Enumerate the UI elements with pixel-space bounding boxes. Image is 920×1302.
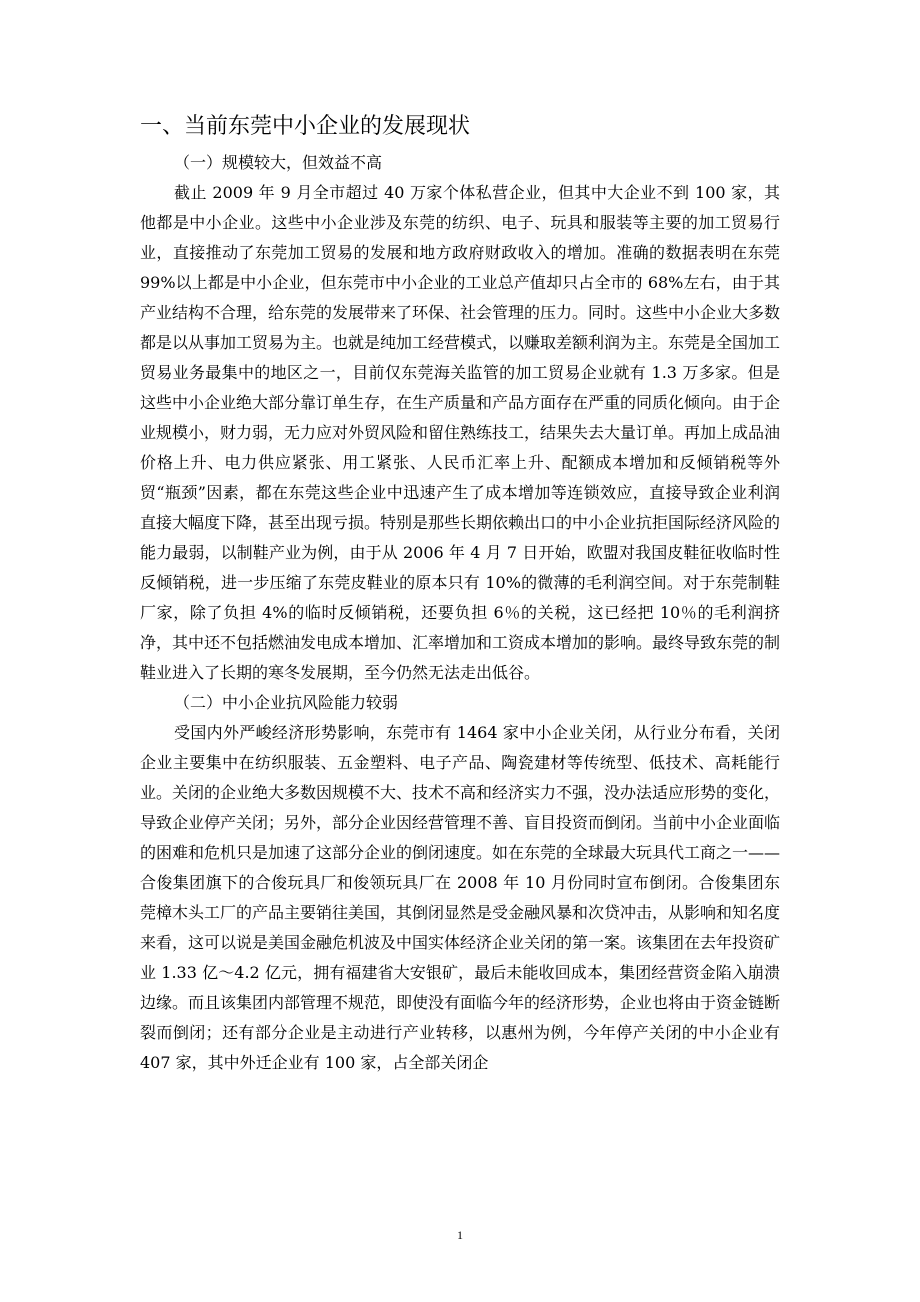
paragraph-scale: 截止 2009 年 9 月全市超过 40 万家个体私营企业，但其中大企业不到 100 家，其他都是中小企业。这些中小企业涉及东莞的纺织、电子、玩具和服装等主要的加工贸易行业，直接推动了东莞加工贸易的发展和地方政府财政收入的增加。准确的数据表明在东莞 99%以上都是中小企业，但东莞市中小企业的工业总产值却只占全市的 68%左右，由于其产业结构不合理，给东莞的发展带来了环保、社会管理的压力。同时。这些中小企业大多数都是以从事加工贸易为主。也就是纯加工经营模式，以赚取差额利润为主。东莞是全国加工贸易业务最集中的地区之一，目前仅东莞海关监管的加工贸易企业就有 1.3 万多家。但是这些中小企业绝大部分靠订单生存，在生产质量和产品方面存在严重的同质化倾向。由于企业规模小，财力弱，无力应对外贸风险和留住熟练技工，结果失去大量订单。再加上成品油价格上升、电力供应紧张、用工紧张、人民币汇率上升、配额成本增加和反倾销税等外贸“瓶颈”因素，都在东莞这些企业中迅速产生了成本增加等连锁效应，直接导致企业利润直接大幅度下降，甚至出现亏损。特别是那些长期依赖出口的中小企业抗拒国际经济风险的能力最弱，以制鞋产业为例，由于从 2006 年 4 月 7 日开始，欧盟对我国皮鞋征收临时性反倾销税，进一步压缩了东莞皮鞋业的原本只有 10%的微薄的毛利润空间。对于东莞制鞋厂家，除了负担 4%的临时反倾销税，还要负担 6％的关税，这已经把 10％的毛利润挤净，其中还不包括燃油发电成本增加、汇率增加和工资成本增加的影响。最终导致东莞的制鞋业进入了长期的寒冬发展期，至今仍然无法走出低谷。 [140, 183, 781, 682]
page-number: 1 [457, 1228, 463, 1242]
paragraph-risk: 受国内外严峻经济形势影响，东莞市有 1464 家中小企业关闭，从行业分布看，关闭企业主要集中在纺织服装、五金塑料、电子产品、陶瓷建材等传统型、低技术、高耗能行业。关闭的企业绝大多数因规模不大、技术不高和经济实力不强，没办法适应形势的变化，导致企业停产关闭；另外，部分企业因经营管理不善、盲目投资而倒闭。当前中小企业面临的困难和危机只是加速了这部分企业的倒闭速度。如在东莞的全球最大玩具代工商之一——合俊集团旗下的合俊玩具厂和俊领玩具厂在 2008 年 10 月份同时宣布倒闭。合俊集团东莞樟木头工厂的产品主要销往美国，其倒闭显然是受金融风暴和次贷冲击，从影响和知名度来看，这可以说是美国金融危机波及中国实体经济企业关闭的第一案。该集团在去年投资矿业 1.33 亿～4.2 亿元，拥有福建省大安银矿，最后未能收回成本，集团经营资金陷入崩溃边缘。而且该集团内部管理不规范，即使没有面临今年的经济形势，企业也将由于资金链断裂而倒闭；还有部分企业是主动进行产业转移，以惠州为例，今年停产关闭的中小企业有 407 家，其中外迁企业有 100 家，占全部关闭企 [140, 723, 781, 1072]
subsection-title-scale: （一）规模较大，但效益不高 [174, 153, 383, 172]
section-heading: 一、当前东莞中小企业的发展现状 [140, 114, 471, 139]
subsection-title-risk: （二）中小企业抗风险能力较弱 [174, 693, 399, 712]
document-page [140, 110, 780, 1078]
